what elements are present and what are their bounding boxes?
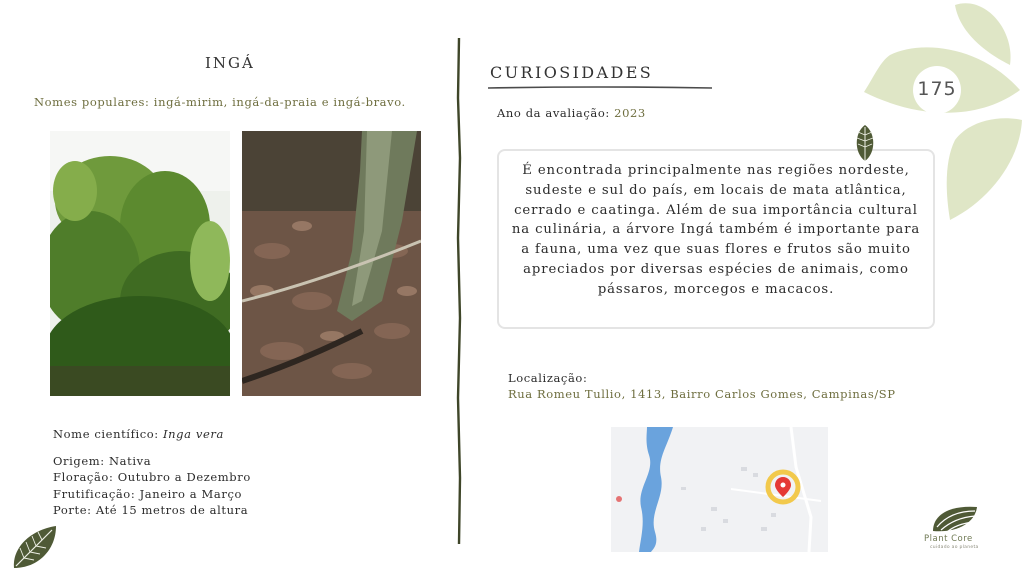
size-row <box>53 503 248 517</box>
species-title: INGÁ <box>205 54 255 72</box>
evaluation-year-value: 2023 <box>614 106 646 120</box>
scientific-name-value: Inga vera <box>163 427 224 441</box>
location-map[interactable] <box>611 427 828 552</box>
logo-tagline: cuidado ao planeta <box>930 545 979 550</box>
map-graphic <box>611 427 828 552</box>
flowering-value: Outubro a Dezembro <box>117 470 251 484</box>
size-label: Porte: <box>53 503 92 517</box>
scientific-name-label: Nome científico: <box>53 427 159 441</box>
curiosities-text: É encontrada principalmente nas regiões nordeste, sudeste e sul do país, em locais de mata atlântica, cerrado e caatinga. Além de sua importância cultural na culinária, a árvore Ingá também é importante para a fauna, uma vez que suas flores e frutos são muito apreciados por diversas espécies de animais, como pássaros, morcegos e macacos. <box>511 163 921 297</box>
fruiting-row <box>53 487 242 501</box>
origin-row <box>53 454 151 468</box>
column-divider <box>454 38 464 544</box>
tree-photo-image <box>50 131 230 396</box>
location-address: Rua Romeu Tullio, 1413, Bairro Carlos Gomes, Campinas/SP <box>508 387 896 401</box>
popular-names <box>34 95 406 109</box>
origin-label: Origem: <box>53 454 105 468</box>
trunk-photo <box>242 131 421 396</box>
scientific-name <box>53 427 224 441</box>
logo-name: Plant Core <box>924 534 973 544</box>
plant-core-logo-icon <box>929 503 981 533</box>
leaf-icon <box>10 522 60 572</box>
page-number: 175 <box>917 78 957 100</box>
evaluation-year <box>497 106 646 120</box>
curiosities-title: CURIOSIDADES <box>490 63 654 82</box>
origin-value: Nativa <box>109 454 152 468</box>
fruiting-label: Frutificação: <box>53 487 136 501</box>
size-value: Até 15 metros de altura <box>95 503 249 517</box>
popular-names-label: Nomes populares: <box>34 95 150 109</box>
trunk-photo-image <box>242 131 421 396</box>
flowering-row <box>53 470 251 484</box>
decorative-leaves <box>860 0 1024 225</box>
popular-names-value: ingá-mirim, ingá-da-praia e ingá-bravo. <box>153 95 406 109</box>
evaluation-year-label: Ano da avaliação: <box>497 106 610 120</box>
fruiting-value: Janeiro a Março <box>139 487 243 501</box>
flowering-label: Floração: <box>53 470 114 484</box>
location-label: Localização: <box>508 371 588 385</box>
tree-photo <box>50 131 230 396</box>
title-underline <box>488 85 712 91</box>
